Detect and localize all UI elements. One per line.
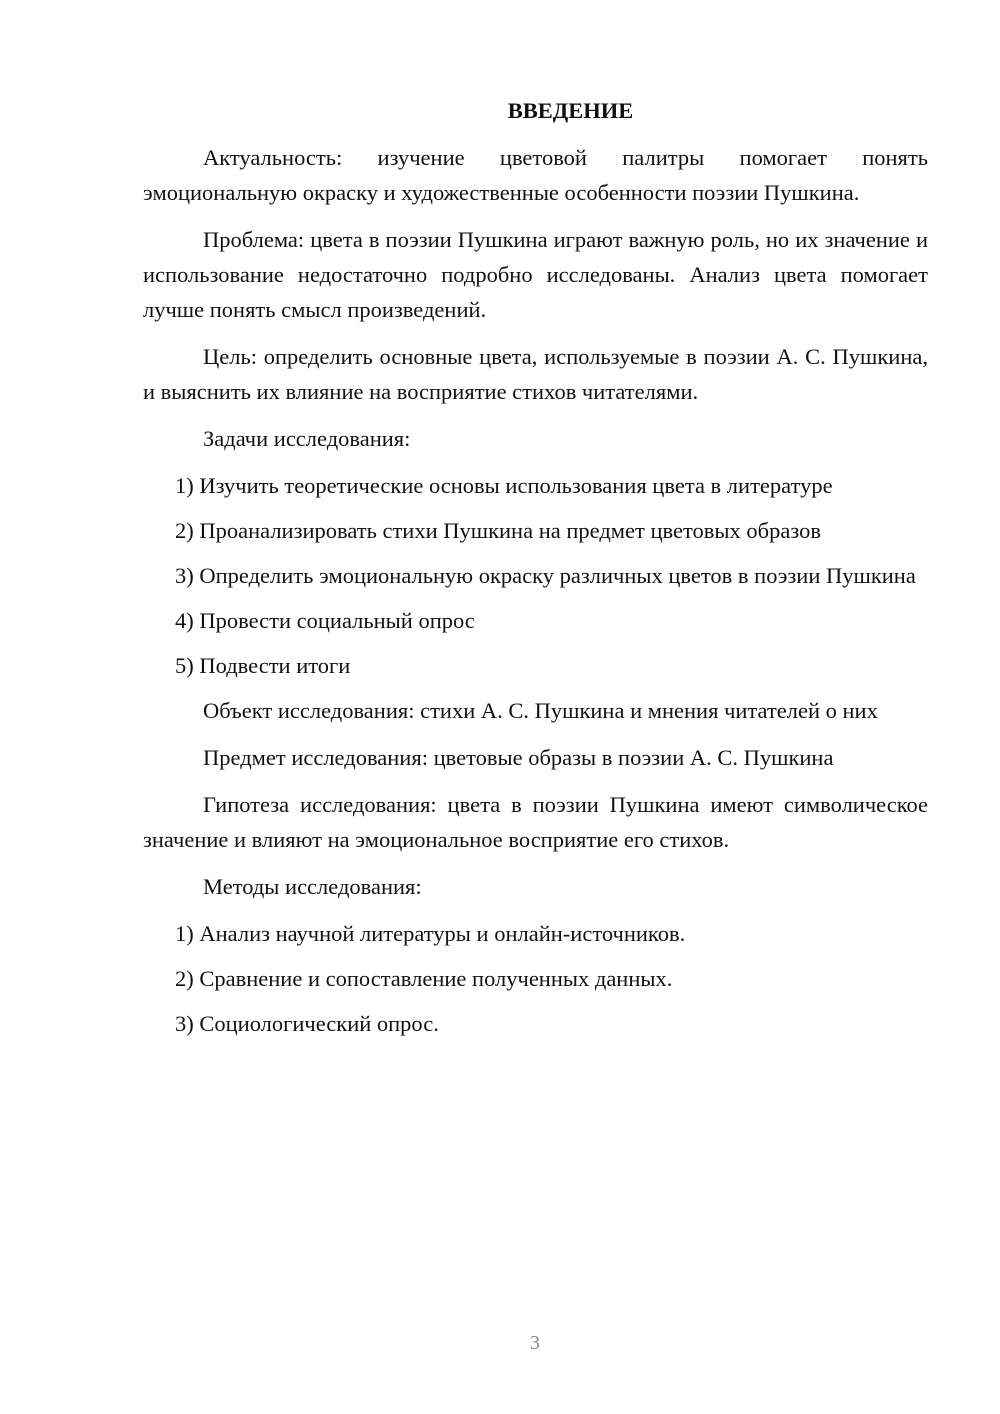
task-item-4: 4) Провести социальный опрос — [175, 608, 475, 633]
problem-paragraph: Проблема: цвета в поэзии Пушкина играют важную роль, но их значение и использование недостаточно подробно исследованы. Анализ цвета помогает лучше понять смысл произведений. — [143, 227, 928, 322]
tasks-heading: Задачи исследования: — [203, 426, 411, 451]
method-item-3: 3) Социологический опрос. — [175, 1011, 439, 1036]
page-title: ВВЕДЕНИЕ — [507, 98, 634, 123]
task-item-1: 1) Изучить теоретические основы использования цвета в литературе — [175, 473, 833, 498]
goal-paragraph: Цель: определить основные цвета, используемые в поэзии А. С. Пушкина, и выяснить их влияние на восприятие стихов читателями. — [143, 344, 928, 404]
hypothesis-paragraph: Гипотеза исследования: цвета в поэзии Пушкина имеют символическое значение и влияют на эмоциональное восприятие его стихов. — [143, 792, 928, 852]
task-item-3: 3) Определить эмоциональную окраску различных цветов в поэзии Пушкина — [175, 563, 916, 588]
methods-heading: Методы исследования: — [203, 874, 422, 899]
method-item-1: 1) Анализ научной литературы и онлайн-источников. — [175, 921, 686, 946]
subject-paragraph: Предмет исследования: цветовые образы в поэзии А. С. Пушкина — [203, 745, 834, 770]
task-item-5: 5) Подвести итоги — [175, 653, 351, 678]
task-item-2: 2) Проанализировать стихи Пушкина на предмет цветовых образов — [175, 518, 821, 543]
page-number: 3 — [530, 1332, 540, 1354]
page-content — [143, 93, 928, 1051]
relevance-paragraph: Актуальность: изучение цветовой палитры помогает понять эмоциональную окраску и художественные особенности поэзии Пушкина. — [143, 145, 928, 205]
object-paragraph: Объект исследования: стихи А. С. Пушкина и мнения читателей о них — [203, 698, 878, 723]
method-item-2: 2) Сравнение и сопоставление полученных данных. — [175, 966, 673, 991]
